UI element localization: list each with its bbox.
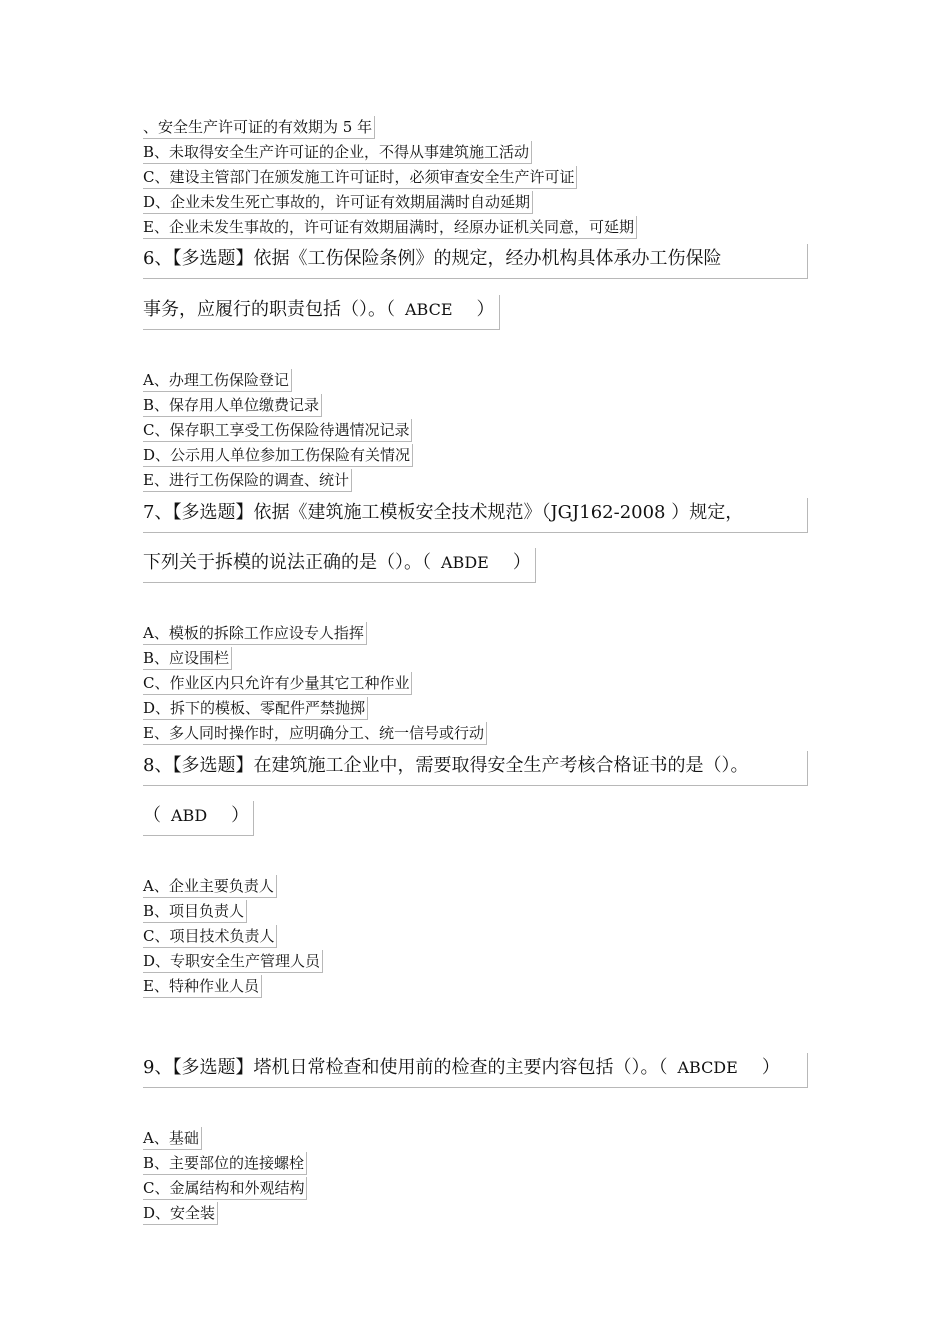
q6-question-line2: [143, 295, 500, 330]
q5-option: 、安全生产许可证的有效期为 5 年: [143, 116, 375, 139]
q6-close: ）: [476, 299, 495, 320]
q8-close: ）: [231, 805, 250, 826]
q6-option: C、保存职工享受工伤保险待遇情况记录: [143, 419, 412, 442]
q8-option: E、特种作业人员: [143, 975, 262, 998]
q9-option: D、安全装: [143, 1202, 218, 1225]
q6-question-line1: 6、【多选题】依据《工伤保险条例》的规定，经办机构具体承办工伤保险: [143, 244, 808, 279]
q5-option: D、企业未发生死亡事故的，许可证有效期届满时自动延期: [143, 191, 533, 214]
q8-answer: ABD: [171, 806, 208, 825]
q7-option: D、拆下的模板、零配件严禁抛掷: [143, 697, 368, 720]
q7-close: ）: [512, 552, 531, 573]
q5-option: E、企业未发生事故的，许可证有效期届满时，经原办证机关同意，可延期: [143, 216, 637, 239]
q6-option: A、办理工伤保险登记: [143, 369, 292, 392]
q8-option: C、项目技术负责人: [143, 925, 277, 948]
q5-option: B、未取得安全生产许可证的企业，不得从事建筑施工活动: [143, 141, 532, 164]
q9-close: ）: [761, 1057, 780, 1078]
q8-question-line2: [143, 801, 254, 836]
q6-option: D、公示用人单位参加工伤保险有关情况: [143, 444, 413, 467]
q5-option: C、建设主管部门在颁发施工许可证时，必须审查安全生产许可证: [143, 166, 577, 189]
q9-question: [143, 1053, 808, 1088]
q7-question-line2: [143, 548, 536, 583]
q8-open: （: [143, 805, 161, 826]
q7-option: A、模板的拆除工作应设专人指挥: [143, 622, 367, 645]
q9-option: A、基础: [143, 1127, 202, 1150]
q6-option: B、保存用人单位缴费记录: [143, 394, 322, 417]
q8-option: D、专职安全生产管理人员: [143, 950, 323, 973]
q9-option: B、主要部位的连接螺栓: [143, 1152, 307, 1175]
q6-question-text: 事务，应履行的职责包括（）。（: [143, 299, 395, 320]
q9-answer: ABCDE: [677, 1058, 738, 1077]
q7-option: C、作业区内只允许有少量其它工种作业: [143, 672, 412, 695]
q8-question-line1: 8、【多选题】在建筑施工企业中，需要取得安全生产考核合格证书的是（）。: [143, 751, 808, 786]
q8-option: A、企业主要负责人: [143, 875, 277, 898]
q6-option: E、进行工伤保险的调查、统计: [143, 469, 352, 492]
q7-option: B、应设围栏: [143, 647, 232, 670]
q7-option: E、多人同时操作时，应明确分工、统一信号或行动: [143, 722, 487, 745]
q7-question-text: 下列关于拆模的说法正确的是（）。（: [143, 552, 431, 573]
q8-option: B、项目负责人: [143, 900, 247, 923]
q6-answer: ABCE: [405, 300, 453, 319]
q9-question-text: 9、【多选题】塔机日常检查和使用前的检查的主要内容包括（）。（: [143, 1057, 668, 1078]
q7-answer: ABDE: [441, 553, 489, 572]
q9-option: C、金属结构和外观结构: [143, 1177, 307, 1200]
q7-question-line1: 7、【多选题】依据《建筑施工模板安全技术规范》（JGJ162-2008 ）规定，: [143, 498, 808, 533]
